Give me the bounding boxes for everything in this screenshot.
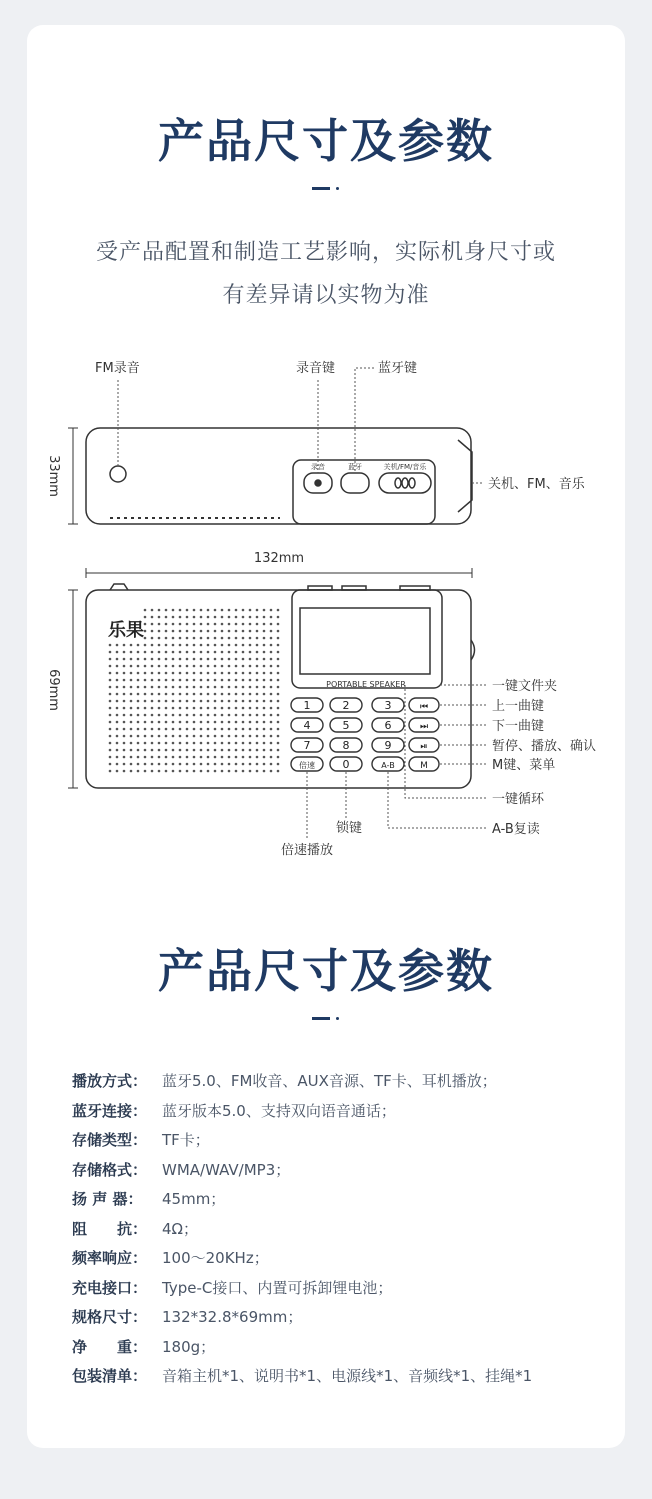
keypad-key-label: 7 [303, 739, 311, 752]
spec-value: Type-C接口、内置可拆卸锂电池； [162, 1278, 393, 1297]
keypad-key-label: 9 [384, 739, 392, 752]
keypad-key-label: 8 [342, 739, 350, 752]
spec-row [72, 1066, 532, 1096]
keypad-key-label: 1 [303, 699, 311, 712]
section-title-2: 产品尺寸及参数 [158, 944, 494, 998]
m-key-label: M [420, 761, 428, 771]
spec-value: 音箱主机*1、说明书*1、电源线*1、音频线*1、挂绳*1 [162, 1367, 533, 1386]
top-view-body [86, 428, 471, 524]
callout-prev: 上一曲键 [492, 699, 545, 714]
callout-ab: A-B复读 [492, 822, 540, 837]
spec-key: 规格尺寸： [72, 1308, 148, 1327]
callout-menu: M键、菜单 [492, 758, 556, 773]
section-title: 产品尺寸及参数 [158, 114, 494, 168]
keypad-key-label: 6 [384, 719, 392, 732]
height-top-label: 33mm [46, 455, 61, 497]
fm-record-mic-icon [110, 466, 126, 482]
spec-key: 扬 声 器： [72, 1190, 143, 1209]
spec-value: 蓝牙版本5.0、支持双向语音通话； [162, 1101, 396, 1120]
spec-value: 100～20KHz； [162, 1249, 269, 1268]
display-screen [300, 608, 430, 674]
portable-speaker-label: PORTABLE SPEAKER [326, 680, 406, 689]
title-divider-2 [312, 1017, 330, 1020]
spec-value: 45mm； [162, 1190, 226, 1209]
mode-switch-icon [379, 473, 431, 493]
spec-row [72, 1184, 532, 1214]
spec-key: 蓝牙连接： [72, 1101, 148, 1120]
spec-value: 180g； [162, 1337, 216, 1356]
spec-row [72, 1125, 532, 1155]
callout-next: 下一曲键 [492, 719, 545, 734]
spec-key: 播放方式： [72, 1072, 148, 1091]
spec-row [72, 1155, 532, 1185]
keypad-key-label: 0 [342, 758, 350, 771]
switch-button-label: 关机/FM/音乐 [383, 463, 427, 471]
spec-list [72, 1066, 532, 1391]
callout-folder: 一键文件夹 [492, 679, 558, 694]
spec-row [72, 1243, 532, 1273]
record-key-label: 录音键 [296, 361, 336, 376]
spec-value: WMA/WAV/MP3； [162, 1160, 291, 1179]
callout-lock: 锁键 [336, 821, 363, 836]
keypad-key-label: 5 [342, 719, 350, 732]
switch-caption: 关机、FM、音乐 [488, 477, 585, 492]
subtitle-line-1: 受产品配置和制造工艺影响，实际机身尺寸或 [95, 240, 556, 265]
spec-row [72, 1273, 532, 1303]
play-pause-icon: ⏯ [420, 742, 428, 752]
spec-value: 4Ω； [162, 1219, 199, 1238]
spec-key: 充电接口： [72, 1278, 148, 1297]
spec-row [72, 1096, 532, 1126]
title-divider [312, 187, 330, 190]
spec-key: 包装清单： [72, 1367, 148, 1386]
keypad-key-label: A-B [381, 761, 395, 770]
keypad-key-label: 3 [384, 699, 392, 712]
spec-value: 蓝牙5.0、FM收音、AUX音源、TF卡、耳机播放； [162, 1072, 497, 1091]
spec-key: 存储类型： [72, 1131, 148, 1150]
spec-row [72, 1332, 532, 1362]
callout-play: 暂停、播放、确认 [492, 739, 597, 754]
callout-loop: 一键循环 [492, 792, 545, 807]
spec-key: 阻 抗： [72, 1219, 148, 1238]
next-icon: ⏭ [419, 722, 429, 732]
callout-speed: 倍速播放 [281, 843, 334, 858]
spec-row [72, 1361, 532, 1391]
prev-icon: ⏮ [419, 702, 429, 712]
fm-record-label: FM录音 [95, 361, 140, 376]
spec-value: TF卡； [162, 1131, 210, 1150]
bt-key-label: 蓝牙键 [378, 361, 418, 376]
subtitle-line-2: 有差异请以实物为准 [222, 283, 430, 308]
bt-button-label: 蓝牙 [348, 463, 362, 471]
spec-key: 净 重： [72, 1337, 148, 1356]
keypad-key-label: 2 [342, 699, 350, 712]
spec-row [72, 1214, 532, 1244]
spec-key: 频率响应： [72, 1249, 148, 1268]
product-diagram [0, 340, 652, 870]
width-label: 132mm [253, 551, 305, 566]
spec-row [72, 1302, 532, 1332]
height-front-label: 69mm [46, 669, 61, 711]
keypad-key-label: 4 [303, 719, 311, 732]
spec-value: 132*32.8*69mm； [162, 1308, 303, 1327]
keypad-key-label: 倍速 [299, 761, 315, 770]
brand-logo: 乐果 [108, 620, 144, 641]
bluetooth-button-icon [341, 473, 369, 493]
record-button-label: 录音 [311, 463, 325, 471]
spec-key: 存储格式： [72, 1160, 148, 1179]
